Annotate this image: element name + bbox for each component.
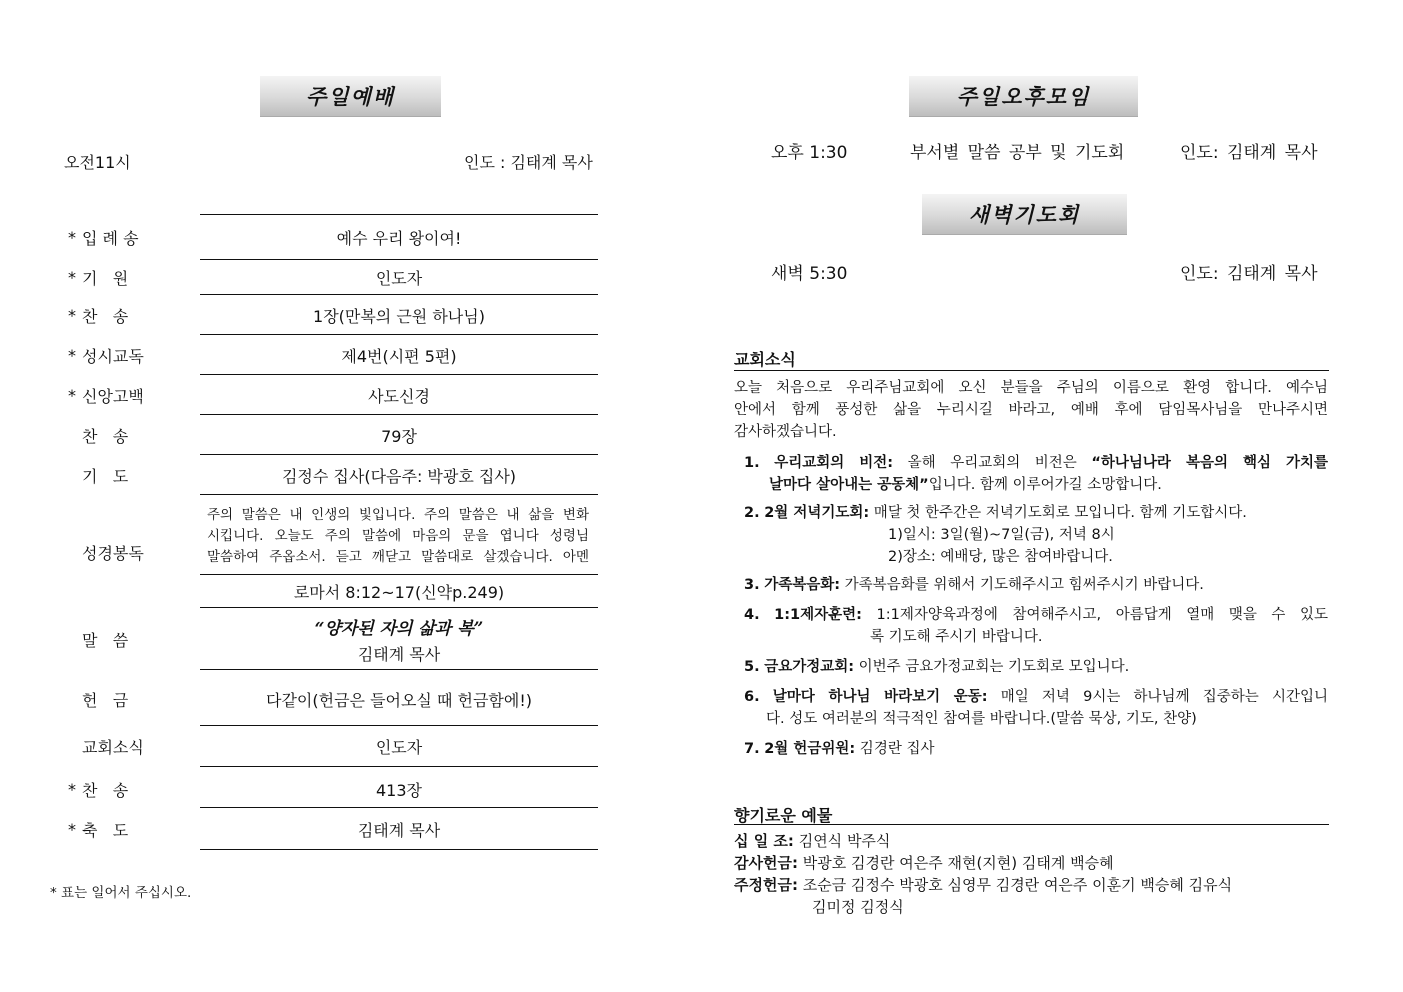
offering-row: 십 일 조: 김연식 박주식	[734, 832, 891, 850]
order-value: 예수 우리 왕이여!	[336, 229, 462, 248]
table-divider	[200, 766, 598, 767]
dawn-prayer-banner	[922, 194, 1127, 235]
banner-title: 주일예배	[305, 84, 396, 109]
order-value: 김정수 집사(다음주: 박광호 집사)	[281, 467, 517, 486]
order-label: 찬 송	[82, 781, 129, 800]
news-underline	[734, 370, 1329, 371]
news-item: 7. 2월 헌금위원: 김경란 집사	[744, 741, 935, 757]
offering-title: 향기로운 예물	[734, 806, 833, 825]
table-divider	[200, 294, 598, 295]
banner-title: 주일오후모임	[956, 84, 1091, 109]
news-intro: 오늘 처음으로 우리주님교회에 오신 분들을 주님의 이름으로 환영 합니다. 예수님 안에서 함께 풍성한 삶을 누리시길 바라고, 예배 후에 담임목사님을 만나주시면 감사하겠습니다.	[734, 380, 1328, 440]
table-divider	[200, 334, 598, 335]
table-divider	[200, 214, 598, 215]
table-divider	[200, 574, 598, 575]
news-item: 3. 가족복음화: 가족복음화를 위해서 기도해주시고 힘써주시기 바랍니다.	[744, 577, 1204, 593]
sermon-label: 말 씀	[82, 631, 129, 650]
afternoon-leader: 인도: 김태계 목사	[1180, 143, 1318, 163]
order-value: 김태계 목사	[357, 821, 441, 840]
offering-row: 감사헌금: 박광호 김경란 여은주 재현(지현) 김태계 백승혜	[734, 854, 1114, 872]
order-label: 신앙고백	[82, 387, 144, 406]
news-item: 4. 1:1제자훈련: 1:1제자양육과정에 참여해주시고, 아름답게 열매 맺을 수 있도 록 기도해 주시기 바랍니다.	[744, 607, 1329, 645]
order-label: 찬 송	[82, 307, 129, 326]
dawn-time: 새벽 5:30	[771, 264, 848, 284]
table-divider	[200, 494, 598, 495]
table-divider	[200, 607, 598, 608]
reading-passage: 로마서 8:12~17(신약p.249)	[293, 583, 505, 602]
reading-prayer: 주의 말씀은 내 인생의 빛입니다. 주의 말씀은 내 삶을 변화 시킵니다. 오늘도 주의 말씀에 마음의 문을 엽니다 성령님 말씀하여 주옵소서. 듣고 깨닫고 말씀대로 살겠습니다. 아멘	[207, 507, 589, 565]
news-item: 6. 날마다 하나님 바라보기 운동: 매일 저녁 9시는 하나님께 집중하는 시간입니 다. 성도 여러분의 적극적인 참여를 바랍니다.(말씀 묵상, 기도, 찬양)	[744, 689, 1328, 727]
order-value: 다같이(헌금은 들어오실 때 헌금함에!)	[266, 691, 532, 710]
worship-time: 오전11시	[64, 153, 131, 172]
order-value: 인도자	[375, 269, 423, 288]
order-label: 헌 금	[82, 691, 129, 710]
afternoon-time: 오후 1:30	[771, 143, 848, 163]
worship-leader: 인도 : 김태계 목사	[464, 153, 593, 172]
order-value: 1장(만복의 근원 하나님)	[313, 307, 485, 326]
afternoon-desc: 부서별 말씀 공부 및 기도회	[910, 143, 1125, 163]
order-label: 기 원	[82, 269, 129, 288]
table-divider	[200, 259, 598, 260]
news-title: 교회소식	[734, 350, 796, 369]
dawn-leader: 인도: 김태계 목사	[1180, 264, 1318, 284]
news-item: 5. 금요가정교회: 이번주 금요가정교회는 기도회로 모입니다.	[744, 659, 1130, 675]
sermon-title: “양자된 자의 삶과 복”	[314, 619, 484, 639]
offering-row: 주정헌금: 조순금 김정수 박광호 심영무 김경란 여은주 이훈기 백승혜 김유식 김미정 김정식	[734, 876, 1233, 916]
order-value: 79장	[381, 427, 417, 446]
table-divider	[200, 849, 598, 850]
order-label: 교회소식	[82, 738, 144, 757]
reading-label: 성경봉독	[82, 544, 144, 563]
table-divider	[200, 807, 598, 808]
order-value: 사도신경	[368, 387, 430, 406]
order-label: 입 례 송	[82, 229, 139, 248]
table-divider	[200, 725, 598, 726]
order-label: 성시교독	[82, 347, 144, 366]
news-item: 1. 우리교회의 비전: 올해 우리교회의 비전은 “하나님나라 복음의 핵심 가치를 날마다 살아내는 공동체”입니다. 함께 이루어가길 소망합니다.	[744, 455, 1329, 493]
sermon-preacher: 김태계 목사	[357, 645, 441, 664]
order-value: 제4번(시편 5편)	[341, 347, 457, 366]
afternoon-banner	[909, 76, 1138, 117]
banner-title: 새벽기도회	[968, 202, 1081, 227]
table-divider	[200, 454, 598, 455]
order-value: 413장	[376, 781, 422, 800]
order-label: 찬 송	[82, 427, 129, 446]
table-divider	[200, 669, 598, 670]
offering-underline	[734, 824, 1329, 825]
order-label: 축 도	[82, 821, 129, 840]
footnote: * 표는 일어서 주십시오.	[50, 885, 192, 901]
table-divider	[200, 374, 598, 375]
order-label: 기 도	[82, 467, 129, 486]
table-divider	[200, 414, 598, 415]
sunday-worship-banner	[260, 76, 441, 117]
news-item: 2. 2월 저녁기도회: 매달 첫 한주간은 저녁기도회로 모입니다. 함께 기도합시다. 1)일시: 3일(월)~7일(금), 저녁 8시 2)장소: 예배당, 많은 참여바랍니다.	[744, 505, 1247, 565]
order-value: 인도자	[375, 738, 423, 757]
